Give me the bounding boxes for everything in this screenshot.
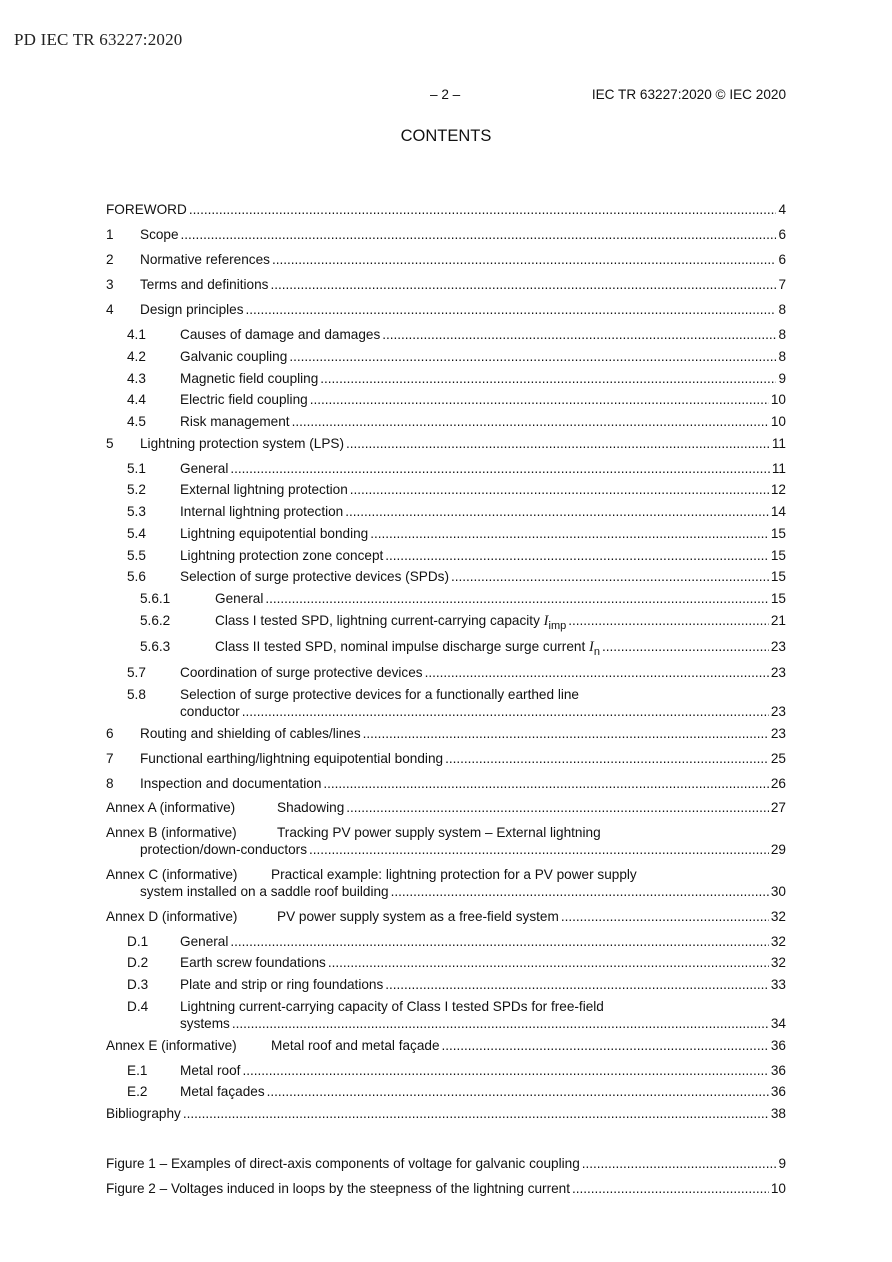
toc-number: E.2	[127, 1084, 148, 1099]
toc-page: 26	[770, 776, 786, 791]
toc-page: 23	[770, 665, 786, 680]
figure-entry-2[interactable]	[106, 1180, 786, 1197]
toc-page: 8	[778, 327, 786, 342]
page-number: – 2 –	[430, 87, 461, 102]
toc-title: Coordination of surge protective devices	[180, 665, 423, 680]
toc-page: 11	[771, 436, 786, 451]
toc-number: D.1	[127, 934, 149, 949]
toc-page: 7	[778, 277, 786, 292]
current-symbol: I	[589, 639, 594, 655]
toc-title: Electric field coupling	[180, 392, 308, 407]
toc-entry-4-3[interactable]	[106, 370, 786, 387]
toc-number: 5.8	[127, 687, 146, 702]
toc-number: 8	[106, 776, 114, 791]
toc-title: Causes of damage and damages	[180, 327, 381, 342]
toc-number: 2	[106, 252, 114, 267]
toc-page: 38	[770, 1106, 786, 1121]
toc-entry-5-6-3[interactable]	[106, 638, 786, 657]
toc-title: Normative references	[140, 252, 270, 267]
toc-title: Galvanic coupling	[180, 349, 288, 364]
toc-annex-label: Annex E (informative)	[106, 1038, 237, 1053]
toc-entry-5-3[interactable]	[106, 503, 786, 520]
toc-page: 8	[778, 302, 786, 317]
toc-title-line1: Tracking PV power supply system – External lightning	[277, 825, 601, 840]
toc-title: Routing and shielding of cables/lines	[140, 726, 361, 741]
toc-entry-annex-a[interactable]	[106, 799, 786, 816]
toc-title: FOREWORD	[106, 202, 187, 217]
toc-page: 4	[778, 202, 786, 217]
toc-entry-d-2[interactable]	[106, 954, 786, 971]
toc-entry-annex-c[interactable]	[106, 866, 786, 900]
toc-page: 11	[771, 461, 786, 476]
toc-page: 9	[778, 371, 786, 386]
toc-entry-5[interactable]	[106, 435, 786, 452]
toc-number: 4.2	[127, 349, 146, 364]
toc-entry-e-1[interactable]	[106, 1062, 786, 1079]
toc-page: 27	[770, 800, 786, 815]
toc-page: 33	[770, 977, 786, 992]
toc-entry-annex-b[interactable]	[106, 824, 786, 858]
toc-entry-annex-d[interactable]	[106, 908, 786, 925]
toc-number: 4.3	[127, 371, 146, 386]
toc-entry-5-7[interactable]	[106, 664, 786, 681]
toc-page: 36	[770, 1038, 786, 1053]
toc-annex-label: Annex C (informative)	[106, 867, 238, 882]
toc-page: 23	[770, 639, 786, 654]
toc-page: 32	[770, 909, 786, 924]
toc-title: Selection of surge protective devices (SPDs)	[180, 569, 449, 584]
toc-number: 5.5	[127, 548, 146, 563]
toc-number: 4	[106, 302, 114, 317]
toc-title	[215, 612, 566, 631]
toc-number: D.4	[127, 999, 149, 1014]
toc-title: Magnetic field coupling	[180, 371, 319, 386]
toc-page: 25	[770, 751, 786, 766]
toc-title: External lightning protection	[180, 482, 348, 497]
toc-annex-label: Annex A (informative)	[106, 800, 236, 815]
figure-entry-1[interactable]	[106, 1155, 786, 1172]
toc-title: Bibliography	[106, 1106, 181, 1121]
toc-number: 5.6.3	[140, 639, 171, 654]
toc-page: 23	[770, 726, 786, 741]
current-subscript: imp	[548, 620, 567, 632]
toc-entry-1[interactable]	[106, 226, 786, 243]
toc-title: Metal roof and metal façade	[271, 1038, 440, 1053]
toc-title: Lightning equipotential bonding	[180, 526, 369, 541]
toc-title: General	[180, 934, 229, 949]
toc-page: 10	[770, 392, 786, 407]
toc-page: 10	[770, 414, 786, 429]
toc-title: Internal lightning protection	[180, 504, 344, 519]
toc-page: 15	[770, 591, 786, 606]
toc-title: Terms and definitions	[140, 277, 269, 292]
toc-entry-5-1[interactable]	[106, 460, 786, 477]
toc-page: 34	[770, 1016, 786, 1031]
toc-page: 15	[770, 569, 786, 584]
toc-page: 29	[770, 842, 786, 857]
toc-title: Functional earthing/lightning equipotential bonding	[140, 751, 444, 766]
toc-entry-foreword[interactable]	[106, 201, 786, 218]
toc-entry-5-8[interactable]	[106, 686, 786, 720]
toc-number: 5.3	[127, 504, 146, 519]
toc-entry-3[interactable]	[106, 276, 786, 293]
toc-entry-7[interactable]	[106, 750, 786, 767]
toc-entry-5-4[interactable]	[106, 525, 786, 542]
toc-number: 5.7	[127, 665, 146, 680]
toc-title: Risk management	[180, 414, 290, 429]
toc-entry-5-5[interactable]	[106, 547, 786, 564]
toc-number: 3	[106, 277, 114, 292]
toc-page: 6	[778, 252, 786, 267]
toc-page: 15	[770, 548, 786, 563]
toc-entry-5-6-1[interactable]	[106, 590, 786, 607]
toc-page: 32	[770, 955, 786, 970]
toc-annex-label: Annex B (informative)	[106, 825, 237, 840]
toc-title-line2: protection/down-conductors	[140, 842, 307, 857]
toc-title-line1: Lightning current-carrying capacity of Class I tested SPDs for free-field	[180, 999, 604, 1014]
toc-entry-annex-e[interactable]	[106, 1037, 786, 1054]
contents-title: CONTENTS	[400, 127, 492, 145]
toc-entry-e-2[interactable]	[106, 1083, 786, 1100]
toc-number: 4.4	[127, 392, 146, 407]
toc-page: 6	[778, 227, 786, 242]
toc-number: D.3	[127, 977, 149, 992]
figure-title: Figure 2 – Voltages induced in loops by the steepness of the lightning current	[106, 1181, 570, 1196]
toc-title-line1: Selection of surge protective devices for a functionally earthed line	[180, 687, 579, 702]
toc-title: Inspection and documentation	[140, 776, 322, 791]
toc-page: 23	[770, 704, 786, 719]
toc-annex-label: Annex D (informative)	[106, 909, 238, 924]
toc-number: 4.1	[127, 327, 146, 342]
toc-page: 36	[770, 1063, 786, 1078]
toc-page: 36	[770, 1084, 786, 1099]
toc-number: 6	[106, 726, 114, 741]
toc-title-text: Class I tested SPD, lightning current-carrying capacity	[215, 613, 540, 628]
current-symbol: I	[543, 613, 549, 629]
toc-title: PV power supply system as a free-field system	[277, 909, 559, 924]
toc-entry-8[interactable]	[106, 775, 786, 792]
copyright-line: IEC TR 63227:2020 © IEC 2020	[591, 87, 786, 102]
toc-entry-d-4[interactable]	[106, 998, 786, 1032]
figure-title: Figure 1 – Examples of direct-axis components of voltage for galvanic coupling	[106, 1156, 580, 1171]
toc-entry-d-3[interactable]	[106, 976, 786, 993]
toc-number: 5	[106, 436, 114, 451]
toc-page: 21	[770, 613, 786, 628]
toc-title: Lightning protection system (LPS)	[140, 436, 345, 451]
toc-title-line2: systems	[180, 1016, 230, 1031]
toc-entry-2[interactable]	[106, 251, 786, 268]
toc-entry-5-2[interactable]	[106, 481, 786, 498]
toc-entry-6[interactable]	[106, 725, 786, 742]
toc-number: 5.6.1	[140, 591, 171, 606]
toc-number: E.1	[127, 1063, 148, 1078]
toc-title: Scope	[140, 227, 179, 242]
current-subscript: n	[593, 646, 600, 658]
toc-page: 30	[770, 884, 786, 899]
toc-entry-4-4[interactable]	[106, 391, 786, 408]
toc-title: Earth screw foundations	[180, 955, 326, 970]
toc-page: 10	[770, 1181, 786, 1196]
toc-page: 32	[770, 934, 786, 949]
toc-title: Shadowing	[277, 800, 345, 815]
toc-title: Metal façades	[180, 1084, 265, 1099]
toc-page: 12	[770, 482, 786, 497]
toc-number: 5.6.2	[140, 613, 171, 628]
toc-number: D.2	[127, 955, 149, 970]
toc-title-line2: system installed on a saddle roof building	[140, 884, 389, 899]
toc-title	[215, 638, 600, 657]
toc-page: 15	[770, 526, 786, 541]
toc-title: General	[215, 591, 264, 606]
toc-page: 14	[770, 504, 786, 519]
standard-identifier: PD IEC TR 63227:2020	[14, 30, 183, 49]
toc-entry-5-6[interactable]	[106, 568, 786, 585]
toc-number: 4.5	[127, 414, 146, 429]
toc-entry-d-1[interactable]	[106, 933, 786, 950]
toc-entry-4[interactable]	[106, 301, 786, 318]
toc-number: 5.4	[127, 526, 146, 541]
toc-entry-4-5[interactable]	[106, 413, 786, 430]
toc-number: 5.2	[127, 482, 146, 497]
toc-number: 5.6	[127, 569, 146, 584]
toc-entry-4-2[interactable]	[106, 348, 786, 365]
toc-page: 9	[778, 1156, 786, 1171]
toc-title: Design principles	[140, 302, 244, 317]
toc-number: 7	[106, 751, 114, 766]
toc-number: 5.1	[127, 461, 146, 476]
toc-title-line1: Practical example: lightning protection for a PV power supply	[271, 867, 637, 882]
toc-title: Metal roof	[180, 1063, 241, 1078]
toc-entry-bibliography[interactable]	[106, 1105, 786, 1122]
toc-entry-4-1[interactable]	[106, 326, 786, 343]
toc-title: Lightning protection zone concept	[180, 548, 384, 563]
toc-title-text: Class II tested SPD, nominal impulse discharge surge current	[215, 639, 586, 654]
toc-title: General	[180, 461, 229, 476]
toc-entry-5-6-2[interactable]	[106, 612, 786, 631]
toc-title: Plate and strip or ring foundations	[180, 977, 384, 992]
toc-number: 1	[106, 227, 114, 242]
toc-page: 8	[778, 349, 786, 364]
toc-title-line2: conductor	[180, 704, 240, 719]
